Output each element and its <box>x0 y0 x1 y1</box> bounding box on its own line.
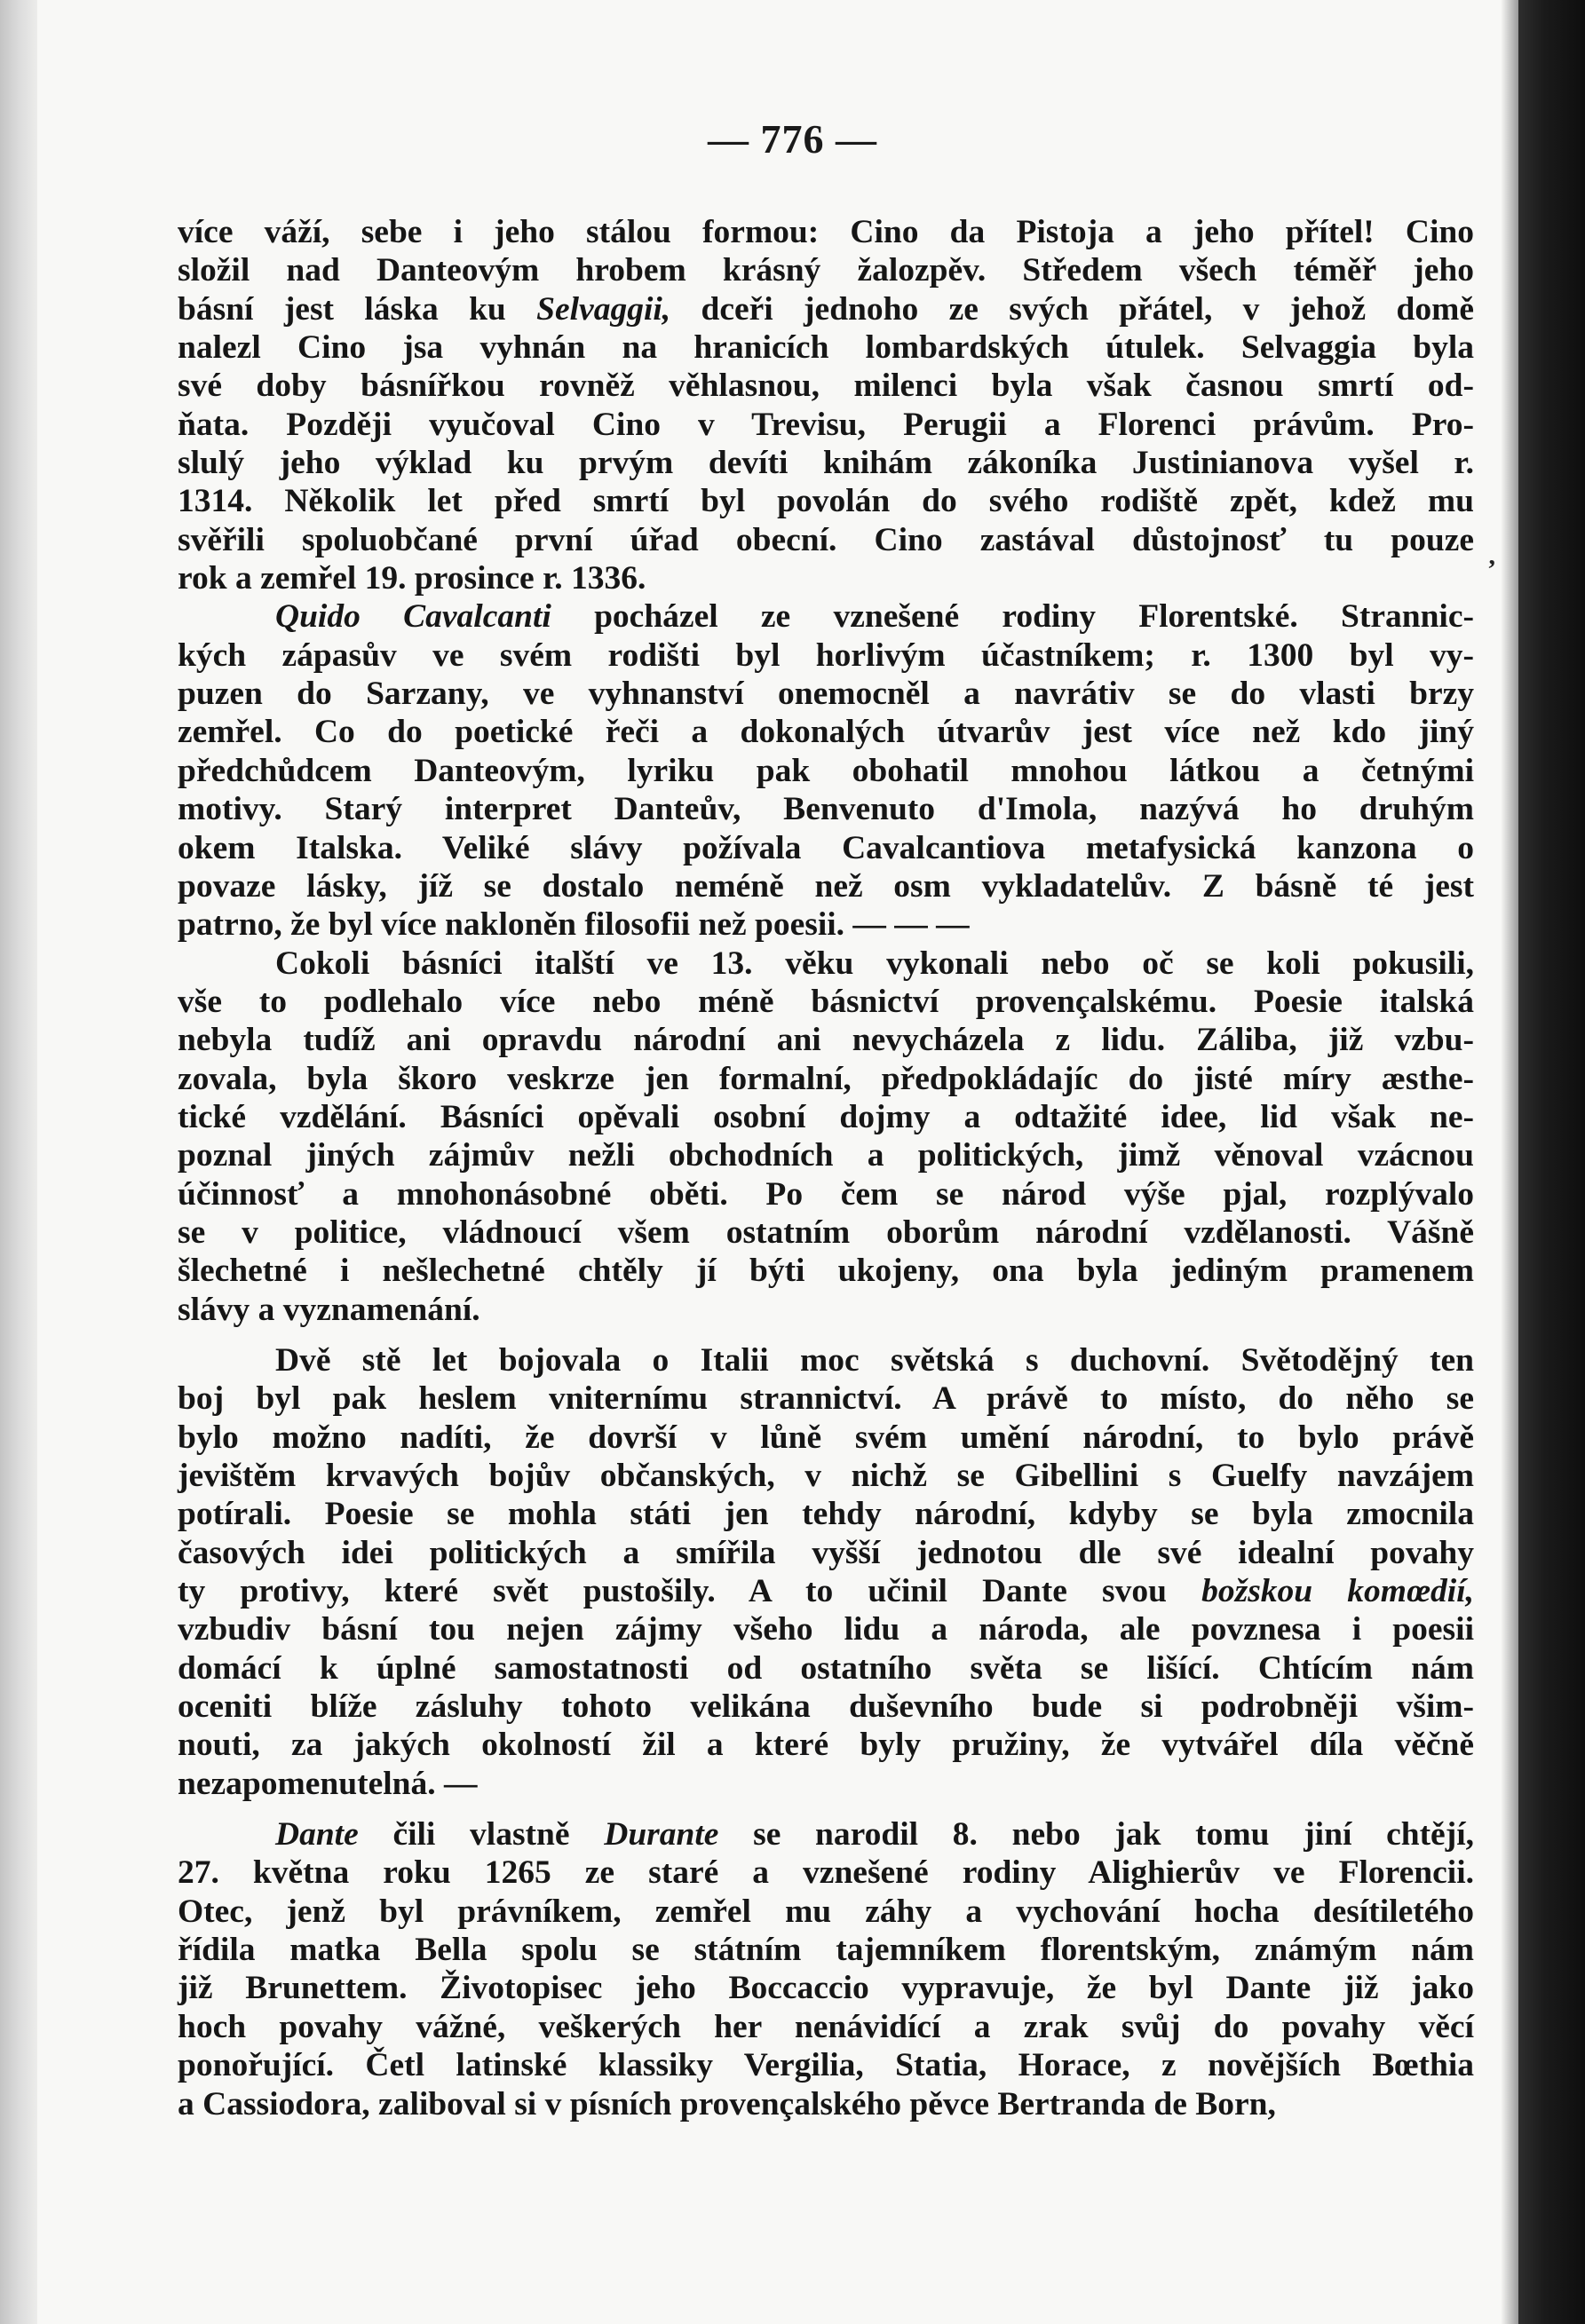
text-run: slávy a vyznamenání. <box>178 1291 480 1328</box>
text-line <box>178 251 1474 289</box>
text-line <box>178 1854 1474 1892</box>
text-line <box>178 521 1474 559</box>
text-line <box>178 482 1474 520</box>
text-run: 27. května roku 1265 ze staré a vznešené rodiny Alighierův ve Florencii. <box>178 1854 1474 1892</box>
ink-speck: ʼ <box>1487 555 1496 584</box>
text-run: a Cassiodora, zaliboval si v písních provençalského pěvce Bertranda de Born, <box>178 2085 1276 2122</box>
text-run: nebyla tudíž ani opravdu národní ani nevycházela z lidu. Záliba, již vzbu- <box>178 1022 1474 1059</box>
text-run: své doby básnířkou rovněž věhlasnou, milenci byla však časnou smrtí od- <box>178 368 1474 405</box>
text-line <box>178 1457 1474 1495</box>
text-line <box>178 636 1474 675</box>
text-run: řídila matka Bella spolu se státním tajemníkem florentským, známým nám <box>178 1932 1474 1969</box>
text-line <box>178 406 1474 444</box>
text-line <box>178 790 1474 828</box>
italic-run: Dante <box>275 1816 359 1854</box>
text-run: ňata. Později vyučoval Cino v Trevisu, Perugii a Florenci právům. Pro- <box>178 406 1474 443</box>
text-line <box>178 867 1474 905</box>
text-run: tické vzdělání. Básníci opěvali osobní dojmy a odtažité idee, lid však ne- <box>178 1098 1474 1135</box>
text-line <box>178 675 1474 713</box>
text-line <box>178 1765 1474 1803</box>
text-run: ponořující. Četl latinské klassiky Vergilia, Statia, Horace, z novějších Bœthia <box>178 2047 1474 2084</box>
text-line <box>178 290 1474 328</box>
text-line <box>178 713 1474 751</box>
text-run: Dvě stě let bojovala o Italii moc světská s duchovní. Světodějný ten <box>275 1341 1474 1379</box>
text-run: básní jest láska ku <box>178 290 537 328</box>
text-run: šlechetné i nešlechetné chtěly jí býti ukojeny, ona byla jediným pramenem <box>178 1253 1474 1290</box>
text-line <box>178 367 1474 405</box>
italic-run: Quido Cavalcanti <box>275 598 551 636</box>
text-line <box>178 597 1474 636</box>
text-line <box>178 2085 1474 2123</box>
text-line <box>178 905 1474 944</box>
text-run: předchůdcem Danteovým, lyriku pak obohatil mnohou látkou a četnými <box>178 752 1474 789</box>
text-run: okem Italska. Veliké slávy požívala Cavalcantiova metafysická kanzona o <box>178 829 1474 866</box>
paragraph <box>178 597 1474 944</box>
text-run: již Brunettem. Životopisec jeho Boccaccio vypravuje, že byl Dante již jako <box>178 1970 1474 2007</box>
text-line <box>178 829 1474 867</box>
text-run: časových idei politických a smířila vyšší jednotou dle své idealní povahy <box>178 1534 1474 1571</box>
body-text <box>178 213 1474 2123</box>
text-run: bylo možno nadíti, že dovrší v lůně svém umění národní, to bylo právě <box>178 1419 1474 1456</box>
paragraph <box>178 1329 1474 1803</box>
text-line <box>178 1341 1474 1379</box>
text-run: čili vlastně <box>358 1816 605 1854</box>
text-run: jevištěm krvavých bojův občanských, v nichž se Gibellini s Guelfy navzájem <box>178 1458 1474 1494</box>
text-run: oceniti blíže zásluhy tohoto velikána duševního bude si podrobněji všim- <box>178 1688 1474 1726</box>
text-line <box>178 1815 1474 1854</box>
text-line <box>178 328 1474 367</box>
text-line <box>178 444 1474 482</box>
text-line <box>178 1893 1474 1931</box>
text-line <box>178 1252 1474 1290</box>
text-run: složil nad Danteovým hrobem krásný žalozpěv. Středem všech téměř jeho <box>178 252 1474 289</box>
text-run: se narodil 8. nebo jak tomu jiní chtějí, <box>718 1816 1474 1854</box>
text-line <box>178 1688 1474 1726</box>
text-line <box>178 1291 1474 1329</box>
text-run: vzbudiv básní tou nejen zájmy všeho lidu a národa, ale povznesa i poesii <box>178 1611 1474 1648</box>
text-run: kých zápasův ve svém rodišti byl horlivým účastníkem; r. 1300 byl vy- <box>178 636 1474 674</box>
text-line <box>178 1610 1474 1648</box>
text-run: potírali. Poesie se mohla státi jen tehdy národní, kdyby se byla zmocnila <box>178 1496 1474 1533</box>
italic-run: Durante <box>604 1816 719 1854</box>
text-run: ty protivy, které svět pustošily. A to učinil Dante svou <box>178 1573 1202 1610</box>
text-run: vše to podlehalo více nebo méně básnictví provençalskému. Poesie italská <box>178 983 1474 1020</box>
text-line <box>178 1931 1474 1969</box>
text-line <box>178 1969 1474 2007</box>
text-run: se v politice, vládnoucí všem ostatním oborům národní vzdělanosti. Vášně <box>178 1213 1474 1251</box>
text-run: účinnosť a mnohonásobné oběti. Po čem se národ výše pjal, rozplývalo <box>178 1175 1474 1213</box>
text-run: pocházel ze vznešené rodiny Florentské. Strannic- <box>551 598 1474 636</box>
text-run: patrno, že byl více nakloněn filosofii než poesii. — — — <box>178 906 970 944</box>
text-line <box>178 559 1474 597</box>
text-line <box>178 2008 1474 2046</box>
text-line <box>178 1495 1474 1533</box>
italic-run: Selvaggii, <box>536 290 671 328</box>
text-run: slulý jeho výklad ku prvým devíti knihám zákoníka Justinianova vyšel r. <box>178 445 1474 482</box>
text-line <box>178 2046 1474 2084</box>
text-line <box>178 1136 1474 1174</box>
text-run: dceři jednoho ze svých přátel, v jehož domě <box>670 290 1474 328</box>
paragraph <box>178 1803 1474 2123</box>
text-run: motivy. Starý interpret Danteův, Benvenuto d'Imola, nazývá ho druhým <box>178 791 1474 828</box>
paragraph <box>178 945 1474 1329</box>
text-line <box>178 1572 1474 1610</box>
text-run: svěřili spoluobčané první úřad obecní. Cino zastával důstojnosť tu pouze <box>178 521 1474 558</box>
text-run: nalezl Cino jsa vyhnán na hranicích lombardských útulek. Selvaggia byla <box>178 329 1474 367</box>
text-run: nezapomenutelná. — <box>178 1765 478 1802</box>
text-run: více váží, sebe i jeho stálou formou: Cino da Pistoja a jeho přítel! Cino <box>178 214 1474 250</box>
text-run: 1314. Několik let před smrtí byl povolán do svého rodiště zpět, kdež mu <box>178 483 1474 520</box>
text-run: zovala, byla škoro veskrze jen formalní, předpokládajíc do jisté míry æsthe- <box>178 1060 1474 1097</box>
text-run: domácí k úplné samostatnosti od ostatního světa se lišící. Chtícím nám <box>178 1649 1474 1687</box>
text-line <box>178 213 1474 251</box>
text-line <box>178 1649 1474 1688</box>
text-run: nouti, za jakých okolností žil a které byly pružiny, že vytvářel díla věčně <box>178 1727 1474 1764</box>
text-line <box>178 752 1474 790</box>
text-run: rok a zemřel 19. prosince r. 1336. <box>178 560 646 597</box>
text-line <box>178 1213 1474 1252</box>
page-edge-shadow <box>1501 0 1518 2324</box>
text-line <box>178 1060 1474 1098</box>
paragraph <box>178 213 1474 597</box>
text-run: hoch povahy vážné, veškerých her nenávidící a zrak svůj do povahy věcí <box>178 2008 1474 2045</box>
text-run: boj byl pak heslem vniternímu strannictví. A právě to místo, do něho se <box>178 1380 1474 1418</box>
text-run: Cokoli básníci italští ve 13. věku vykonali nebo oč se koli pokusili, <box>275 945 1474 982</box>
text-line <box>178 1419 1474 1457</box>
text-line <box>178 983 1474 1021</box>
text-run: Otec, jenž byl právníkem, zemřel mu záhy a vychování hocha desítiletého <box>178 1893 1474 1930</box>
page-number: — 776 — <box>708 116 877 162</box>
text-run: poznal jiných zájmův nežli obchodních a politických, jimž věnoval vzácnou <box>178 1137 1474 1174</box>
italic-run: božskou komœdií, <box>1201 1573 1474 1610</box>
text-line <box>178 1726 1474 1764</box>
text-line <box>178 1098 1474 1136</box>
text-line <box>178 1175 1474 1213</box>
text-line <box>178 1534 1474 1572</box>
text-line <box>178 1379 1474 1418</box>
scan-edge-right <box>1518 0 1585 2324</box>
text-line <box>178 945 1474 983</box>
text-run: zemřel. Co do poetické řeči a dokonalých útvarův jest více než kdo jiný <box>178 714 1474 751</box>
text-run: povaze lásky, jíž se dostalo neméně než osm vykladatelův. Z básně té jest <box>178 867 1474 905</box>
text-line <box>178 1021 1474 1059</box>
scan-edge-left <box>0 0 39 2324</box>
text-run: puzen do Sarzany, ve vyhnanství onemocněl a navrátiv se do vlasti brzy <box>178 676 1474 713</box>
